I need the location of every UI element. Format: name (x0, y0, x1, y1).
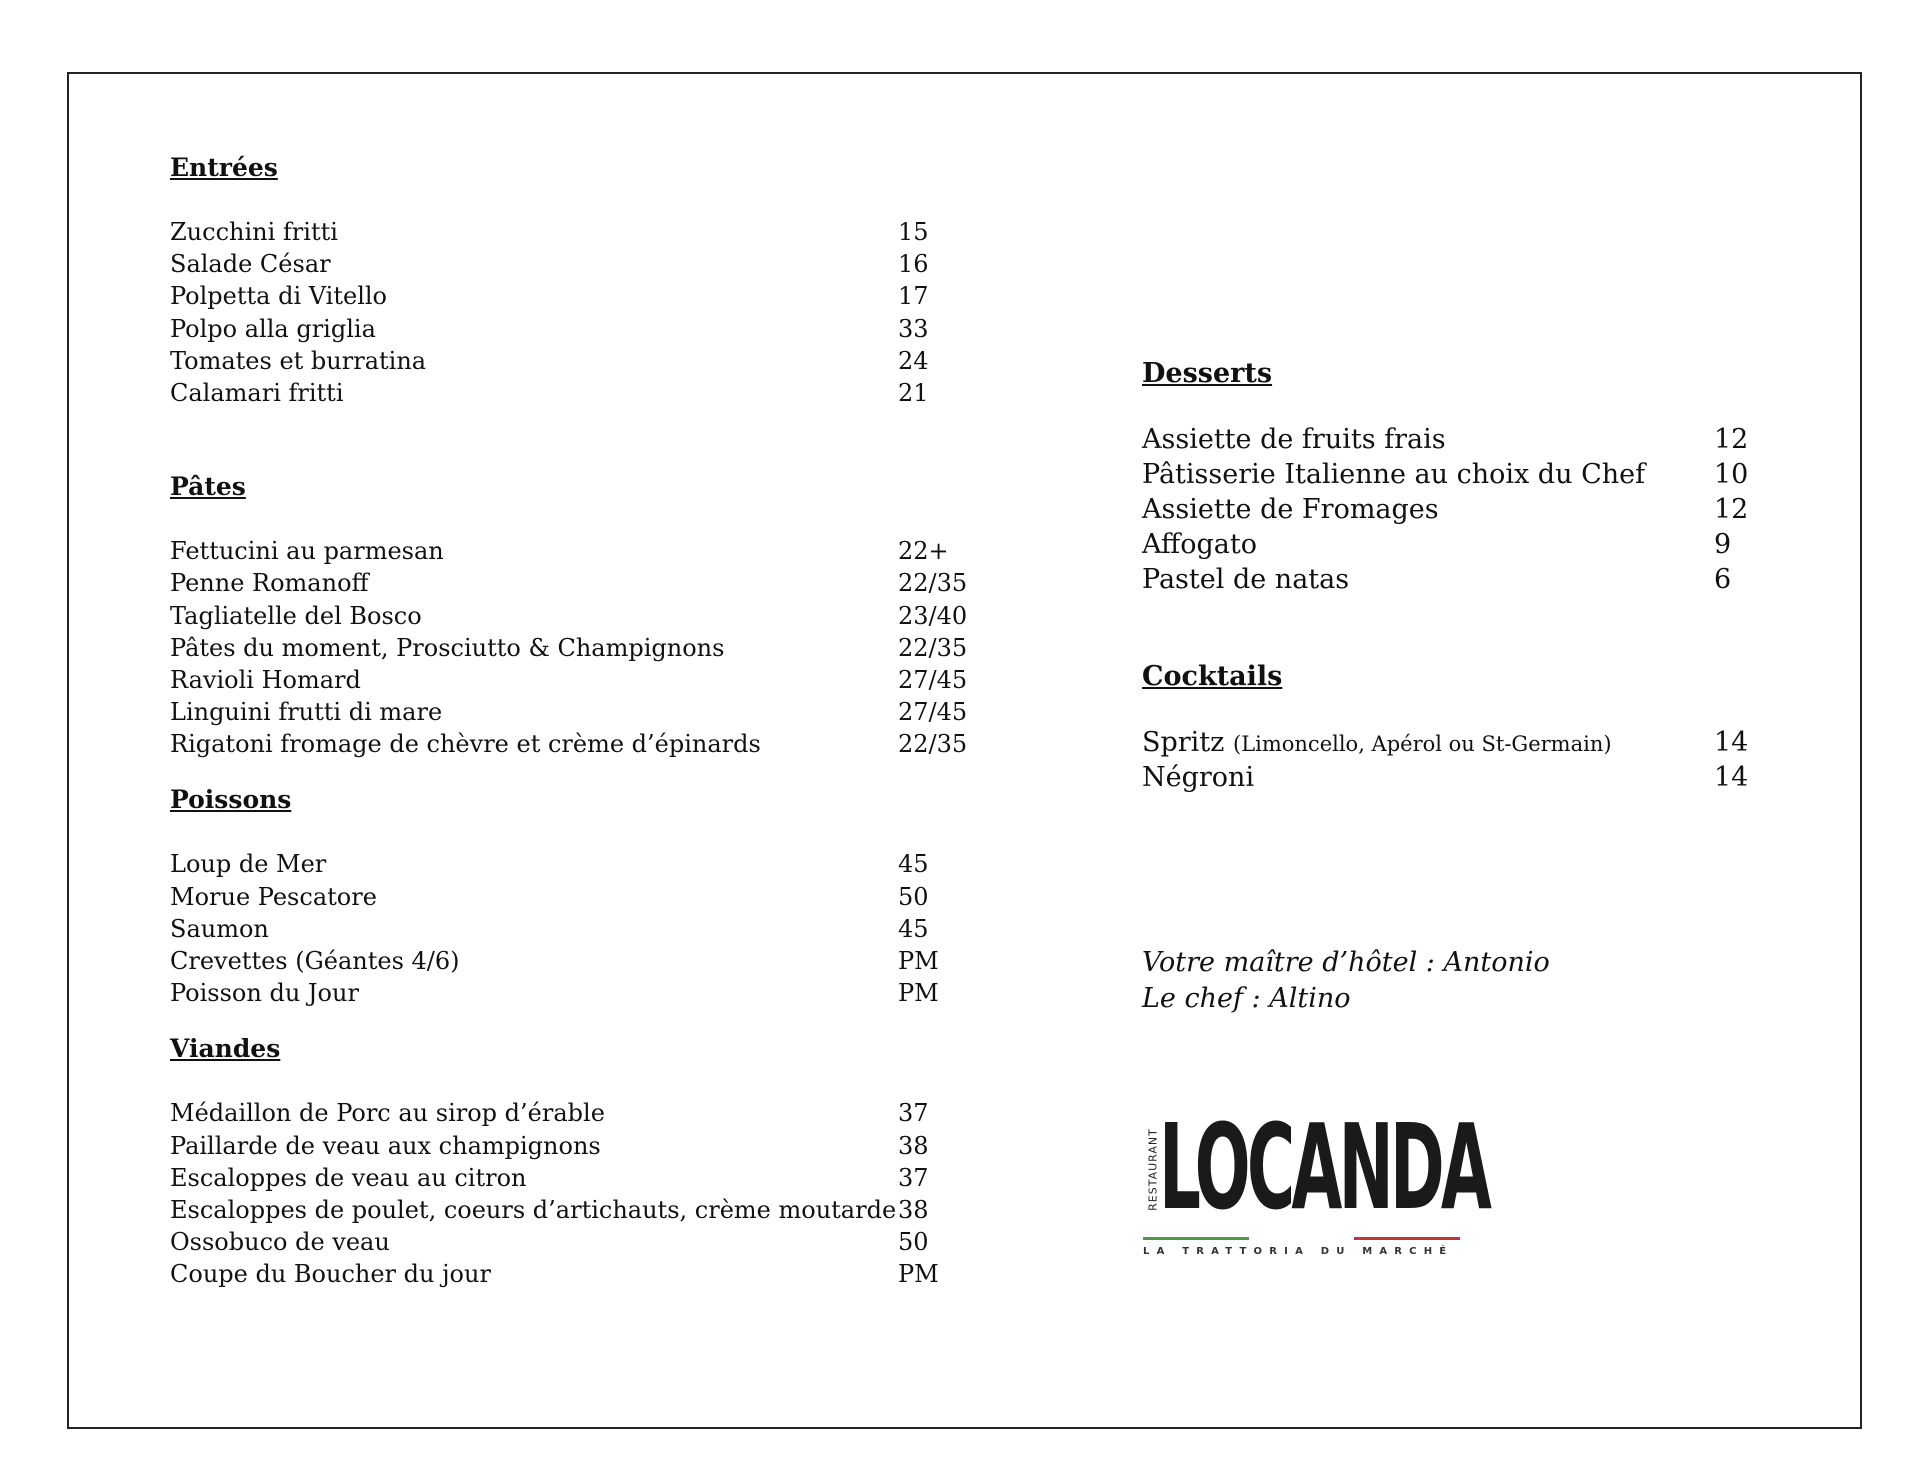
menu-item (170, 696, 1010, 728)
item-name-text: Négroni (1142, 762, 1255, 793)
item-name (170, 1194, 898, 1226)
item-list (170, 848, 1010, 1009)
item-name (170, 848, 898, 880)
item-name-text: Ravioli Homard (170, 665, 361, 694)
item-name-text: Polpo alla griglia (170, 314, 376, 343)
item-name-text: Escaloppes de poulet, coeurs d’artichauts, crème moutarde (170, 1195, 897, 1224)
item-name (170, 1258, 898, 1290)
item-name-text: Polpetta di Vitello (170, 282, 387, 311)
item-name-text: Saumon (170, 914, 269, 943)
logo-restaurant-label: RESTAURANT (1146, 1128, 1160, 1211)
item-price: PM (898, 979, 939, 1008)
item-name-text: Fettucini au parmesan (170, 537, 444, 566)
flag-green (1143, 1237, 1249, 1240)
item-name-text: Calamari fritti (170, 378, 344, 407)
item-price: 9 (1714, 529, 1732, 560)
item-price: 33 (898, 314, 929, 343)
menu-item (170, 216, 1010, 248)
item-price: 27/45 (898, 698, 968, 727)
item-name-text: Penne Romanoff (170, 569, 369, 598)
item-name (170, 600, 898, 632)
item-name (170, 280, 898, 312)
menu-item (170, 1097, 1010, 1129)
menu-item (170, 728, 1010, 760)
item-price: 22+ (898, 537, 949, 566)
item-price: 10 (1714, 459, 1749, 490)
item-price: 21 (898, 378, 929, 407)
menu-item (170, 945, 1010, 977)
menu-item (1142, 562, 1762, 597)
section-heading: Viandes (170, 1034, 281, 1064)
left-column (170, 152, 1010, 1291)
menu-item (170, 1258, 1010, 1290)
item-name-text: Pâtisserie Italienne au choix du Chef (1142, 459, 1646, 490)
item-name-text: Poisson du Jour (170, 979, 359, 1008)
item-price: 37 (898, 1099, 929, 1128)
item-price: PM (898, 947, 939, 975)
menu-item (170, 600, 1010, 632)
menu-item (170, 280, 1010, 312)
menu-item (170, 1194, 1010, 1226)
item-price: 38 (898, 1195, 929, 1224)
menu-item (170, 377, 1010, 409)
item-name-text: Linguini frutti di mare (170, 698, 443, 727)
item-price: 37 (898, 1163, 929, 1192)
item-name (1142, 760, 1714, 795)
item-price: 45 (898, 914, 929, 943)
section-heading: Pâtes (170, 472, 246, 502)
item-price: 14 (1714, 762, 1749, 793)
menu-item (170, 248, 1010, 280)
item-name-text: Assiette de fruits frais (1142, 424, 1446, 455)
item-name-text: Ossobuco de veau (170, 1228, 390, 1257)
item-name (170, 567, 898, 599)
section-pates (170, 471, 1010, 760)
menu-item (170, 632, 1010, 664)
item-name-text: Paillarde de veau aux champignons (170, 1131, 601, 1160)
menu-item (170, 848, 1010, 880)
maitre-d-hotel: Votre maître d’hôtel : Antonio (1142, 947, 1550, 978)
menu-item (170, 345, 1010, 377)
item-name (170, 977, 898, 1009)
item-list (1142, 422, 1762, 597)
item-price: 38 (898, 1131, 929, 1160)
flag-red (1354, 1237, 1460, 1240)
section-viandes (170, 1033, 1010, 1290)
item-name-text: Médaillon de Porc au sirop d’érable (170, 1099, 605, 1128)
item-price: 14 (1714, 727, 1749, 758)
item-name (170, 248, 898, 280)
item-name (1142, 457, 1714, 492)
item-name-text: Pastel de natas (1142, 564, 1350, 595)
menu-item (1142, 492, 1762, 527)
item-name-text: Escaloppes de veau au citron (170, 1163, 527, 1192)
item-price: 22/35 (898, 633, 968, 662)
item-name-text: Assiette de Fromages (1142, 494, 1439, 525)
section-heading: Cocktails (1142, 661, 1283, 692)
item-name (170, 913, 898, 945)
item-price: 12 (1714, 494, 1749, 525)
item-name (1142, 422, 1714, 457)
restaurant-logo (1143, 1098, 1489, 1260)
menu-item (170, 567, 1010, 599)
menu-item (170, 881, 1010, 913)
menu-item (170, 535, 1010, 567)
item-price: 22/35 (898, 730, 968, 759)
item-price: 16 (898, 250, 929, 279)
item-list (1142, 725, 1762, 795)
item-price: 45 (898, 850, 929, 879)
item-price: 50 (898, 882, 929, 911)
item-name-text: Morue Pescatore (170, 882, 377, 911)
menu-item (170, 1130, 1010, 1162)
item-list (170, 1097, 1010, 1290)
item-list (170, 535, 1010, 760)
item-name (170, 1162, 898, 1194)
item-name (170, 313, 898, 345)
item-name (170, 664, 898, 696)
menu-item (170, 1162, 1010, 1194)
item-name-text: Zucchini fritti (170, 218, 338, 246)
item-name-text: Salade César (170, 250, 331, 279)
item-name (1142, 725, 1714, 760)
item-price: 6 (1714, 564, 1732, 595)
item-price: 17 (898, 282, 929, 311)
item-name-text: Tomates et burratina (170, 346, 427, 375)
item-name-text: Pâtes du moment, Prosciutto & Champignons (170, 633, 725, 662)
item-name (170, 632, 898, 664)
item-name-text: Coupe du Boucher du jour (170, 1260, 491, 1289)
section-desserts (1142, 358, 1762, 597)
item-price: 23/40 (898, 601, 968, 630)
staff-credits (1142, 945, 1762, 1017)
section-heading: Entrées (170, 153, 278, 182)
item-name-text: Crevettes (Géantes 4/6) (170, 947, 460, 975)
item-price: 50 (898, 1228, 929, 1257)
item-name-text: Loup de Mer (170, 850, 327, 879)
item-name (170, 881, 898, 913)
item-name-text: Rigatoni fromage de chèvre et crème d’épinards (170, 730, 761, 759)
item-name (170, 1097, 898, 1129)
item-name (170, 945, 898, 977)
flag-white (1249, 1237, 1355, 1240)
section-entrees (170, 152, 1010, 409)
item-name (1142, 492, 1714, 527)
item-name (170, 1130, 898, 1162)
item-name (170, 216, 898, 248)
section-poissons (170, 784, 1010, 1009)
item-list (170, 216, 1010, 409)
section-heading: Desserts (1142, 358, 1273, 389)
menu-item (170, 313, 1010, 345)
item-price: 22/35 (898, 569, 968, 598)
menu-item (170, 977, 1010, 1009)
item-name (170, 377, 898, 409)
menu-item (170, 913, 1010, 945)
menu-item (170, 1226, 1010, 1258)
item-name-text: Spritz (1142, 727, 1225, 758)
item-price: 27/45 (898, 665, 968, 694)
right-column (1142, 358, 1762, 1017)
logo-tagline: LA TRATTORIA DU MARCHÉ (1143, 1246, 1454, 1257)
item-name (170, 535, 898, 567)
item-note: (Limoncello, Apérol ou St-Germain) (1233, 732, 1612, 756)
logo-name: LOCANDA (1159, 1098, 1489, 1236)
item-name (170, 1226, 898, 1258)
menu-item (1142, 457, 1762, 492)
item-price: PM (898, 1260, 939, 1289)
item-name (170, 345, 898, 377)
item-name (1142, 527, 1714, 562)
section-heading: Poissons (170, 785, 292, 815)
section-cocktails (1142, 661, 1762, 795)
menu-item (1142, 527, 1762, 562)
menu-item (1142, 422, 1762, 457)
menu-item (1142, 760, 1762, 795)
chef-name: Le chef : Altino (1142, 983, 1351, 1014)
logo-flag-bar (1143, 1237, 1460, 1240)
menu-item (170, 664, 1010, 696)
item-name-text: Affogato (1142, 529, 1257, 560)
item-name (170, 696, 898, 728)
item-name-text: Tagliatelle del Bosco (170, 601, 422, 630)
item-price: 15 (898, 218, 929, 246)
item-name (170, 728, 898, 760)
item-price: 24 (898, 346, 929, 375)
menu-item (1142, 725, 1762, 760)
item-price: 12 (1714, 424, 1749, 455)
item-name (1142, 562, 1714, 597)
